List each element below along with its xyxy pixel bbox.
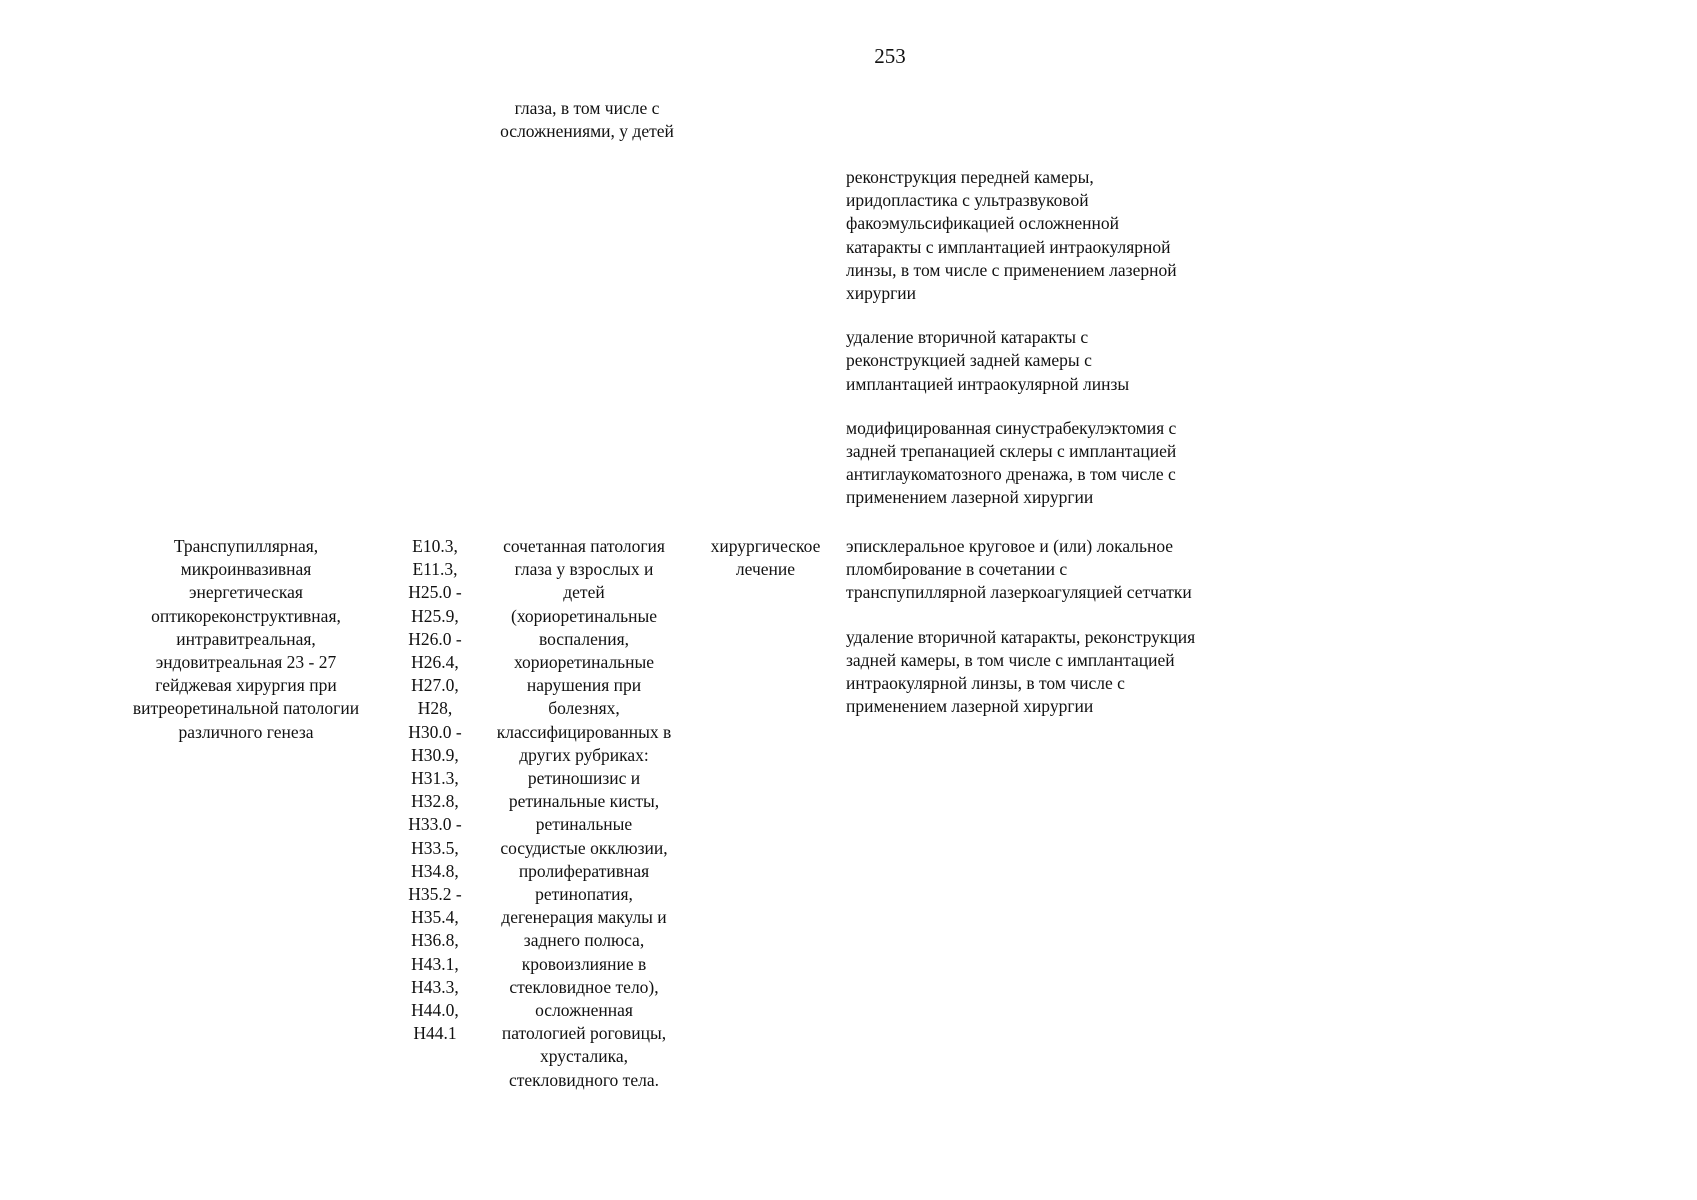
text-line: задней трепанацией склеры с имплантацией (846, 441, 1177, 462)
icd-codes-cell (395, 535, 475, 1045)
text-line: имплантацией интраокулярной линзы (846, 373, 1130, 394)
text-line: Транспупиллярная, (173, 536, 319, 556)
icd-code: H34.8, (411, 860, 459, 881)
treatment-item (846, 626, 1286, 719)
text-line: заднего полюса, (523, 930, 645, 951)
icd-code: H43.3, (411, 976, 459, 997)
text-line: лечение (735, 559, 796, 580)
text-line: сочетанная патология (503, 536, 665, 556)
text-line: факоэмульсификацией осложненной (846, 213, 1119, 234)
text-line: осложнениями, у детей (500, 121, 674, 142)
text-line: энергетическая (189, 582, 303, 603)
text-line: эндовитреальная 23 - 27 (155, 652, 337, 673)
text-line: интраокулярной линзы, в том числе с (846, 673, 1125, 694)
text-line: интравитреальная, (176, 628, 316, 649)
page-number: 253 (874, 44, 906, 68)
text-line: реконструкция передней камеры, (846, 167, 1094, 187)
text-line: нарушения при (526, 675, 642, 696)
icd-code: H36.8, (411, 930, 459, 951)
text-line: воспаления, (538, 628, 630, 649)
text-line: применением лазерной хирургии (846, 487, 1094, 508)
continued-treatment-list (846, 166, 1286, 531)
text-line: стекловидного тела. (509, 1069, 659, 1090)
text-line: витреоретинальной патологии (132, 698, 360, 719)
icd-code: H25.0 - (408, 582, 462, 603)
icd-code: H32.8, (411, 791, 459, 812)
treatment-type-cell (697, 535, 834, 581)
text-line: пломбирование в сочетании с (846, 559, 1068, 580)
disease-description-cell (475, 535, 693, 1092)
icd-code: H44.0, (411, 1000, 459, 1021)
text-line: классифицированных в (496, 721, 672, 742)
text-line: хориоретинальные (513, 652, 655, 673)
text-line: патологией роговицы, (501, 1023, 667, 1044)
text-line: транспупиллярной лазеркоагуляцией сетчатки (846, 582, 1192, 603)
text-line: различного генеза (178, 721, 314, 742)
icd-code: H27.0, (411, 675, 459, 696)
icd-code: H35.4, (411, 907, 459, 928)
icd-code: H43.1, (411, 953, 459, 974)
text-line: глаза, в том числе с (514, 98, 660, 118)
icd-code: E11.3, (412, 559, 458, 580)
text-line: гейджевая хирургия при (155, 675, 337, 696)
text-line: ретинальные (535, 814, 633, 835)
text-line: болезнях, (548, 698, 620, 719)
treatment-item (846, 535, 1286, 605)
icd-code: H33.5, (411, 837, 459, 858)
text-line: дегенерация макулы и (501, 907, 667, 928)
text-line: удаление вторичной катаракты, реконструкция (846, 626, 1196, 647)
icd-code: H31.3, (411, 768, 459, 789)
text-line: модифицированная синустрабекулэктомия с (846, 417, 1177, 438)
text-line: хирургии (846, 283, 917, 304)
treatment-item (846, 417, 1286, 510)
text-line: пролиферативная (518, 860, 650, 881)
continued-disease-description (462, 97, 712, 143)
icd-code: H30.0 - (408, 721, 462, 742)
icd-code: H30.9, (411, 744, 459, 765)
icd-code: H26.0 - (408, 628, 462, 649)
text-line: глаза у взрослых и (514, 559, 654, 580)
text-line: ретинопатия, (535, 884, 633, 905)
method-name-cell (108, 535, 384, 744)
icd-code: H25.9, (411, 605, 459, 626)
icd-code: H35.2 - (408, 884, 462, 905)
text-line: сосудистые окклюзии, (500, 837, 668, 858)
text-line: ретиношизис и (527, 768, 641, 789)
icd-code: E10.3, (412, 536, 458, 556)
text-line: иридопластика с ультразвуковой (846, 190, 1089, 211)
icd-code: H44.1 (413, 1023, 457, 1044)
treatment-item (846, 166, 1286, 305)
text-line: стекловидное тело), (509, 976, 659, 997)
icd-code: H33.0 - (408, 814, 462, 835)
text-line: других рубриках: (519, 744, 649, 765)
text-line: ретинальные кисты, (508, 791, 660, 812)
text-line: антиглаукоматозного дренажа, в том числе с (846, 464, 1176, 485)
text-line: хрусталика, (539, 1046, 629, 1067)
icd-code: H26.4, (411, 652, 459, 673)
text-line: осложненная (535, 1000, 633, 1021)
text-line: детей (563, 582, 605, 603)
text-line: линзы, в том числе с применением лазерной (846, 259, 1177, 280)
icd-code: H28, (417, 698, 453, 719)
text-line: реконструкцией задней камеры с (846, 350, 1092, 371)
text-line: применением лазерной хирургии (846, 696, 1094, 717)
text-line: эписклеральное круговое и (или) локальное (846, 536, 1174, 556)
text-line: оптикореконструктивная, (151, 605, 341, 626)
text-line: кровоизлияние в (521, 953, 647, 974)
text-line: катаракты с имплантацией интраокулярной (846, 236, 1171, 257)
text-line: хирургическое (710, 536, 821, 556)
treatment-list (846, 535, 1286, 739)
treatment-item (846, 326, 1286, 396)
text-line: удаление вторичной катаракты с (846, 327, 1089, 348)
text-line: микроинвазивная (180, 559, 312, 580)
text-line: (хориоретинальные (511, 605, 657, 626)
text-line: задней камеры, в том числе с имплантацией (846, 649, 1175, 670)
